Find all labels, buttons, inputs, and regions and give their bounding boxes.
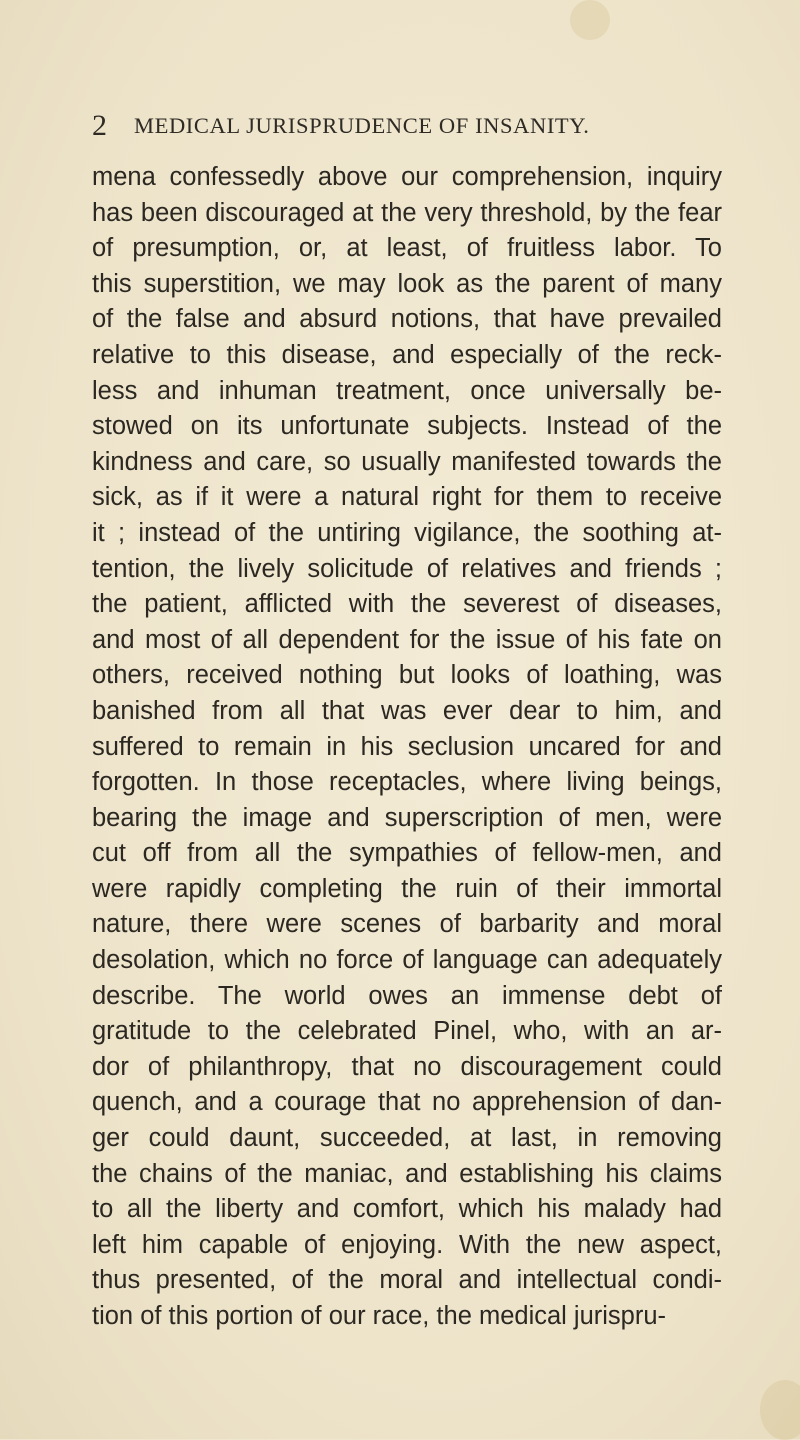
text-line: of the false and absurd notions, that have prevailed bbox=[92, 305, 722, 334]
text-line: others, received nothing but looks of loathing, was bbox=[92, 661, 722, 690]
paper-stain bbox=[760, 1380, 800, 1440]
text-line: nature, there were scenes of barbarity and moral bbox=[92, 910, 722, 939]
text-line: banished from all that was ever dear to him, and bbox=[92, 696, 722, 725]
text-line: of presumption, or, at least, of fruitless labor. To bbox=[92, 234, 722, 263]
text-line: forgotten. In those receptacles, where living beings, bbox=[92, 768, 722, 797]
page-number: 2 bbox=[92, 109, 107, 142]
text-line: bearing the image and superscription of men, were bbox=[92, 803, 722, 832]
text-line: mena confessedly above our comprehension, inquiry bbox=[92, 163, 722, 191]
text-line: it ; instead of the untiring vigilance, the soothing at- bbox=[92, 518, 722, 547]
text-line: describe. The world owes an immense debt of bbox=[92, 981, 722, 1010]
text-line: gratitude to the celebrated Pinel, who, with an ar- bbox=[92, 1017, 722, 1046]
text-line: the patient, afflicted with the severest of diseases, bbox=[92, 590, 722, 619]
body-text bbox=[92, 160, 722, 1335]
text-line: ger could daunt, succeeded, at last, in removing bbox=[92, 1124, 722, 1153]
text-line: kindness and care, so usually manifested towards the bbox=[92, 447, 722, 476]
text-line: stowed on its unfortunate subjects. Instead of the bbox=[92, 412, 722, 441]
text-line: the chains of the maniac, and establishing his claims bbox=[92, 1159, 722, 1188]
text-line: cut off from all the sympathies of fellow-men, and bbox=[92, 839, 722, 868]
text-line: thus presented, of the moral and intellectual condi- bbox=[92, 1266, 722, 1295]
text-line: this superstition, we may look as the parent of many bbox=[92, 269, 722, 298]
text-line: sick, as if it were a natural right for them to receive bbox=[92, 483, 722, 512]
text-line: and most of all dependent for the issue of his fate on bbox=[92, 625, 722, 654]
text-line: dor of philanthropy, that no discouragement could bbox=[92, 1052, 722, 1081]
text-line: less and inhuman treatment, once universally be- bbox=[92, 376, 722, 405]
text-line: suffered to remain in his seclusion uncared for and bbox=[92, 732, 722, 761]
text-line: to all the liberty and comfort, which his malady had bbox=[92, 1195, 722, 1224]
text-line: relative to this disease, and especially of the reck- bbox=[92, 340, 722, 369]
page-header bbox=[92, 106, 732, 146]
text-line: tion of this portion of our race, the medical jurispru- bbox=[92, 1302, 667, 1330]
paper-stain bbox=[570, 0, 610, 40]
text-line: has been discouraged at the very threshold, by the fear bbox=[92, 198, 722, 227]
text-line: left him capable of enjoying. With the new aspect, bbox=[92, 1230, 722, 1259]
text-line: tention, the lively solicitude of relatives and friends ; bbox=[92, 554, 722, 583]
running-head: MEDICAL JURISPRUDENCE OF INSANITY. bbox=[134, 113, 590, 138]
text-line: quench, and a courage that no apprehension of dan- bbox=[92, 1088, 722, 1117]
text-line: desolation, which no force of language can adequately bbox=[92, 946, 722, 975]
text-line: were rapidly completing the ruin of their immortal bbox=[92, 874, 722, 903]
